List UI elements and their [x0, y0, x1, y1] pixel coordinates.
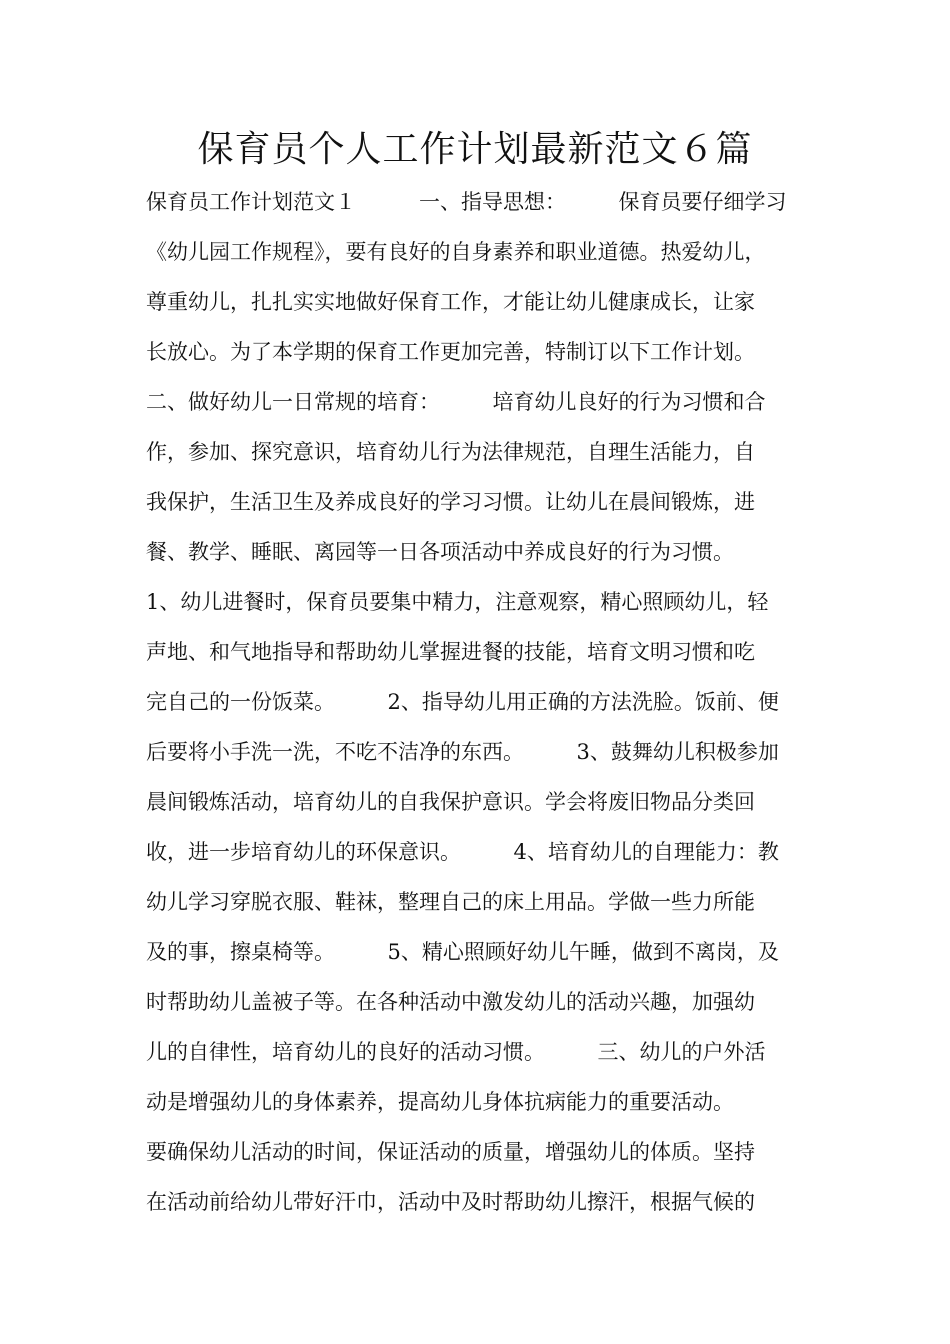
body-line: 晨间锻炼活动，培育幼儿的自我保护意识。学会将废旧物品分类回: [146, 790, 755, 814]
body-line: 要确保幼儿活动的时间，保证活动的质量，增强幼儿的体质。坚持: [146, 1140, 755, 1164]
body-line: 在活动前给幼儿带好汗巾，活动中及时帮助幼儿擦汗，根据气候的: [146, 1190, 755, 1214]
body-line: 时帮助幼儿盖被子等。在各种活动中激发幼儿的活动兴趣，加强幼: [146, 990, 755, 1014]
body-line: 收，进一步培育幼儿的环保意识。 4、培育幼儿的自理能力：教: [146, 840, 779, 864]
body-line: 声地、和气地指导和帮助幼儿掌握进餐的技能，培育文明习惯和吃: [146, 640, 755, 664]
body-line: 后要将小手洗一洗，不吃不洁净的东西。 3、鼓舞幼儿积极参加: [146, 740, 779, 764]
body-line: 长放心。为了本学期的保育工作更加完善，特制订以下工作计划。: [146, 340, 755, 364]
body-line: 餐、教学、睡眠、离园等一日各项活动中养成良好的行为习惯。: [146, 540, 734, 564]
body-line: 《幼儿园工作规程》，要有良好的自身素养和职业道德。热爱幼儿，: [146, 240, 766, 264]
body-line: 完自己的一份饭菜。 2、指导幼儿用正确的方法洗脸。饭前、便: [146, 690, 779, 714]
body-line: 儿的自律性，培育幼儿的良好的活动习惯。 三、幼儿的户外活: [146, 1040, 766, 1064]
body-line: 二、做好幼儿一日常规的培育： 培育幼儿良好的行为习惯和合: [146, 390, 766, 414]
document-title: 保育员个人工作计划最新范文６篇: [197, 129, 753, 170]
body-line: 1、幼儿进餐时，保育员要集中精力，注意观察，精心照顾幼儿，轻: [146, 590, 769, 614]
body-line: 保育员工作计划范文１ 一、指导思想： 保育员要仔细学习: [146, 190, 787, 214]
body-line: 尊重幼儿，扎扎实实地做好保育工作，才能让幼儿健康成长，让家: [146, 290, 755, 314]
body-line: 作，参加、探究意识，培育幼儿行为法律规范，自理生活能力，自: [146, 440, 755, 464]
body-line: 幼儿学习穿脱衣服、鞋袜，整理自己的床上用品。学做一些力所能: [146, 890, 755, 914]
body-line: 我保护，生活卫生及养成良好的学习习惯。让幼儿在晨间锻炼，进: [146, 490, 755, 514]
body-line: 及的事，擦桌椅等。 5、精心照顾好幼儿午睡，做到不离岗，及: [146, 940, 779, 964]
document-body: [146, 177, 816, 1227]
body-line: 动是增强幼儿的身体素养，提高幼儿身体抗病能力的重要活动。: [146, 1090, 734, 1114]
